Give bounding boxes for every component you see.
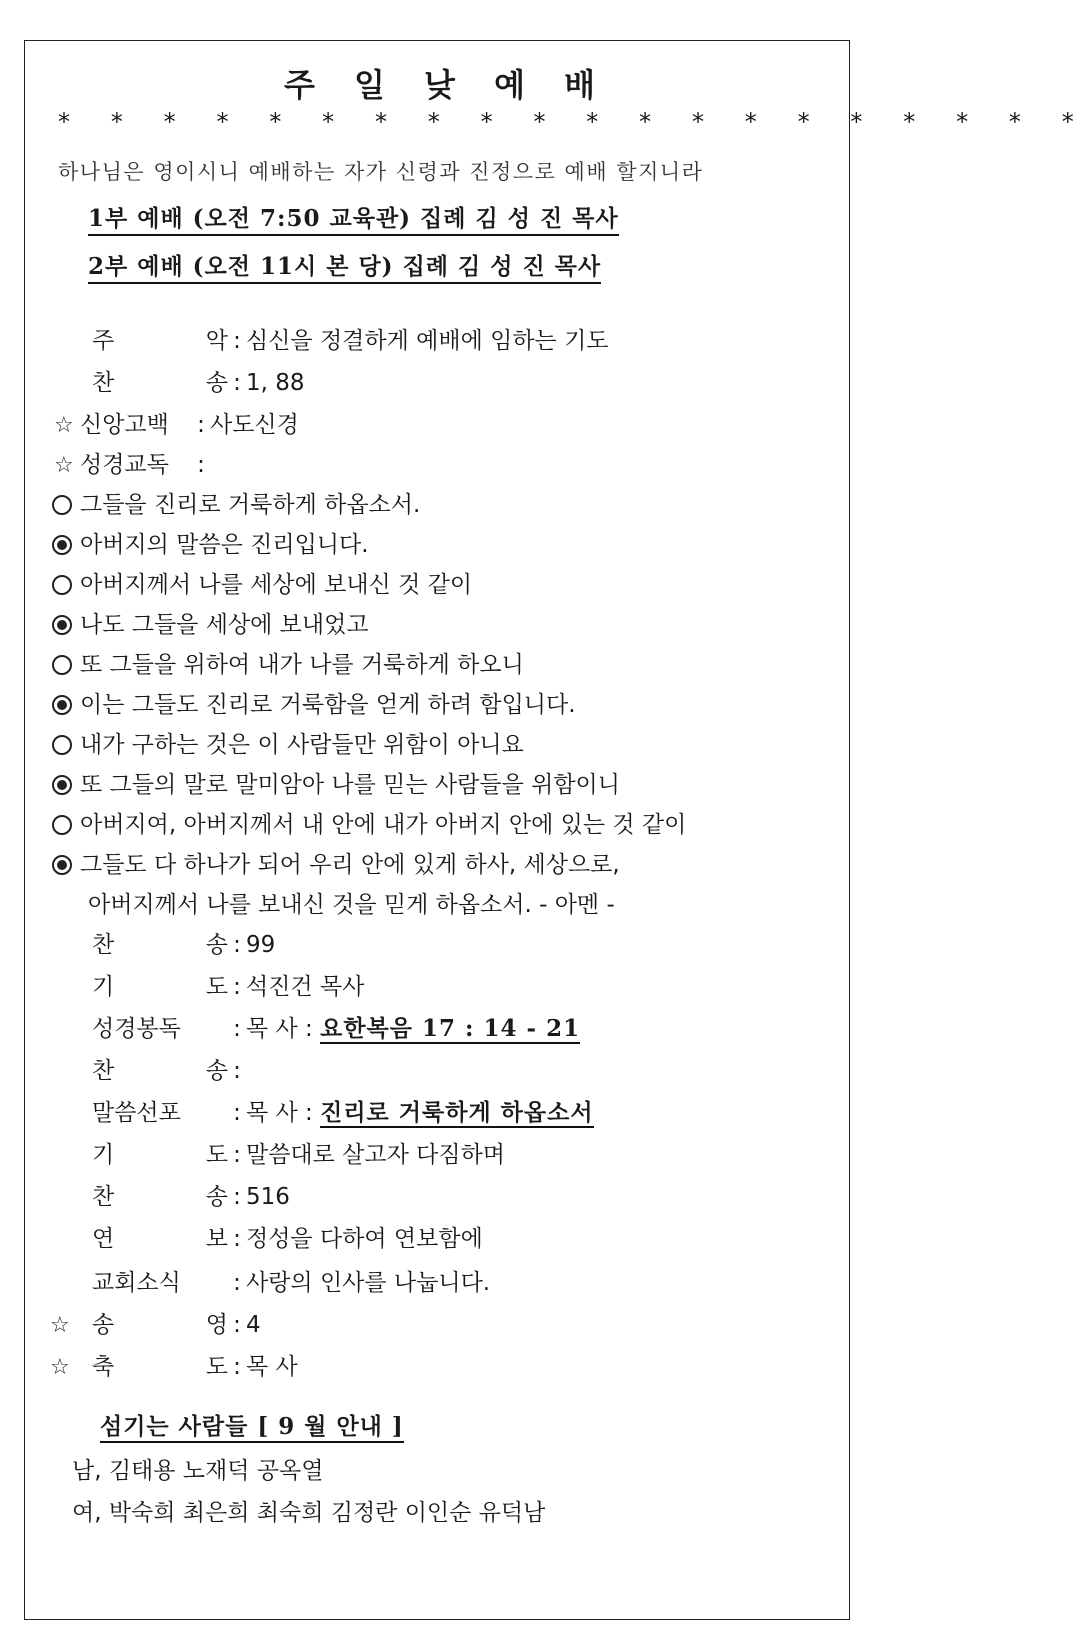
order-hymn-1: 찬 송 : 1, 88 — [92, 364, 305, 397]
page-title: 주 일 낮 예 배 — [283, 66, 610, 104]
order-prefix: 목 사 : — [246, 1016, 313, 1042]
order-label: 찬 송 — [92, 932, 228, 958]
order-label: 찬 송 — [92, 1058, 228, 1084]
order-value: 사랑의 인사를 나눕니다. — [246, 1270, 491, 1296]
order-benediction: ☆ 축 도 : 목 사 — [50, 1348, 298, 1381]
reading-line: 또 그들을 위하여 내가 나를 거룩하게 하오니 — [52, 646, 524, 679]
order-label: 연 보 — [92, 1226, 228, 1252]
star-icon: ☆ — [54, 453, 74, 478]
filled-circle-icon — [52, 615, 72, 635]
open-circle-icon — [52, 495, 72, 515]
filled-circle-icon — [52, 535, 72, 555]
service-2-info: 2부 예배 (오전 11시 본 당) 집례 김 성 진 목사 — [88, 248, 601, 284]
order-prayer: 기 도 : 석진건 목사 — [92, 968, 364, 1001]
order-doxology: ☆ 송 영 : 4 — [50, 1306, 261, 1339]
order-value: 목 사 — [246, 1354, 298, 1380]
ushers-men: 남, 김태용 노재덕 공옥열 — [72, 1458, 324, 1484]
reading-line: 이는 그들도 진리로 거룩함을 얻게 하려 함입니다. — [52, 686, 576, 719]
order-label: 교회소식 — [92, 1270, 181, 1296]
order-label: 찬 송 — [92, 370, 228, 396]
scripture-reference: 요한복음 17 : 14 - 21 — [320, 1015, 581, 1042]
star-divider: * * * * * * * * * * * * * * * * * * * * — [58, 108, 1090, 136]
order-label: 신앙고백 — [80, 412, 169, 438]
reading-line-continuation: 아버지께서 나를 보내신 것을 믿게 하옵소서. - 아멘 - — [88, 892, 615, 918]
order-value: 4 — [246, 1312, 261, 1338]
order-label: 말씀선포 — [92, 1100, 181, 1126]
order-hymn-4: 찬 송 : 516 — [92, 1178, 290, 1211]
order-sermon: 말씀선포 : 목 사 : 진리로 거룩하게 하옵소서 — [92, 1094, 594, 1127]
order-value: 석진건 목사 — [246, 974, 365, 1000]
order-value: 516 — [246, 1184, 290, 1210]
reading-line: 아버지여, 아버지께서 내 안에 내가 아버지 안에 있는 것 같이 — [52, 806, 686, 839]
order-creed: ☆ 신앙고백 : 사도신경 — [54, 406, 299, 439]
order-value: 99 — [246, 932, 276, 958]
order-value: 사도신경 — [210, 412, 299, 438]
star-icon: ☆ — [54, 413, 74, 438]
order-value: 1, 88 — [246, 370, 305, 396]
order-label: 송 영 — [92, 1312, 228, 1338]
open-circle-icon — [52, 575, 72, 595]
filled-circle-icon — [52, 775, 72, 795]
reading-line: 그들을 진리로 거룩하게 하옵소서. — [52, 486, 420, 519]
star-icon: ☆ — [50, 1355, 70, 1380]
order-church-news: 교회소식 : 사랑의 인사를 나눕니다. — [92, 1264, 490, 1297]
order-label: 기 도 — [92, 974, 228, 1000]
order-label: 축 도 — [92, 1354, 228, 1380]
order-hymn-3: 찬 송 : — [92, 1052, 246, 1085]
scripture-motto: 하나님은 영이시니 예배하는 자가 신령과 진정으로 예배 할지니라 — [58, 160, 704, 184]
ushers-title: 섬기는 사람들 [ 9 월 안내 ] — [100, 1408, 404, 1443]
reading-line: 또 그들의 말로 말미암아 나를 믿는 사람들을 위함이니 — [52, 766, 620, 799]
order-prelude: 주 악 : 심신을 정결하게 예배에 임하는 기도 — [92, 322, 609, 355]
order-value: 심신을 정결하게 예배에 임하는 기도 — [246, 328, 609, 354]
reading-line: 아버지의 말씀은 진리입니다. — [52, 526, 369, 559]
order-label: 기 도 — [92, 1142, 228, 1168]
reading-line: 내가 구하는 것은 이 사람들만 위함이 아니요 — [52, 726, 524, 759]
star-icon: ☆ — [50, 1313, 70, 1338]
order-label: 성경교독 — [80, 452, 169, 478]
filled-circle-icon — [52, 695, 72, 715]
order-label: 성경봉독 — [92, 1016, 181, 1042]
filled-circle-icon — [52, 855, 72, 875]
order-prefix: 목 사 : — [246, 1100, 313, 1126]
sermon-title: 진리로 거룩하게 하옵소서 — [320, 1099, 594, 1126]
ushers-women: 여, 박숙희 최은희 최숙희 김정란 이인순 유덕남 — [72, 1500, 546, 1526]
order-prayer-2: 기 도 : 말씀대로 살고자 다짐하며 — [92, 1136, 505, 1169]
open-circle-icon — [52, 815, 72, 835]
service-1-info: 1부 예배 (오전 7:50 교육관) 집례 김 성 진 목사 — [88, 200, 619, 236]
reading-line: 그들도 다 하나가 되어 우리 안에 있게 하사, 세상으로, — [52, 846, 620, 879]
order-reading: ☆ 성경교독 : — [54, 446, 210, 479]
order-label: 주 악 — [92, 328, 228, 354]
order-label: 찬 송 — [92, 1184, 228, 1210]
order-offering: 연 보 : 정성을 다하여 연보함에 — [92, 1220, 483, 1253]
reading-line: 나도 그들을 세상에 보내었고 — [52, 606, 369, 639]
order-hymn-2: 찬 송 : 99 — [92, 926, 275, 959]
order-value: 정성을 다하여 연보함에 — [246, 1226, 483, 1252]
order-value: 말씀대로 살고자 다짐하며 — [246, 1142, 506, 1168]
open-circle-icon — [52, 655, 72, 675]
reading-line: 아버지께서 나를 세상에 보내신 것 같이 — [52, 566, 472, 599]
order-scripture: 성경봉독 : 목 사 : 요한복음 17 : 14 - 21 — [92, 1010, 580, 1043]
open-circle-icon — [52, 735, 72, 755]
